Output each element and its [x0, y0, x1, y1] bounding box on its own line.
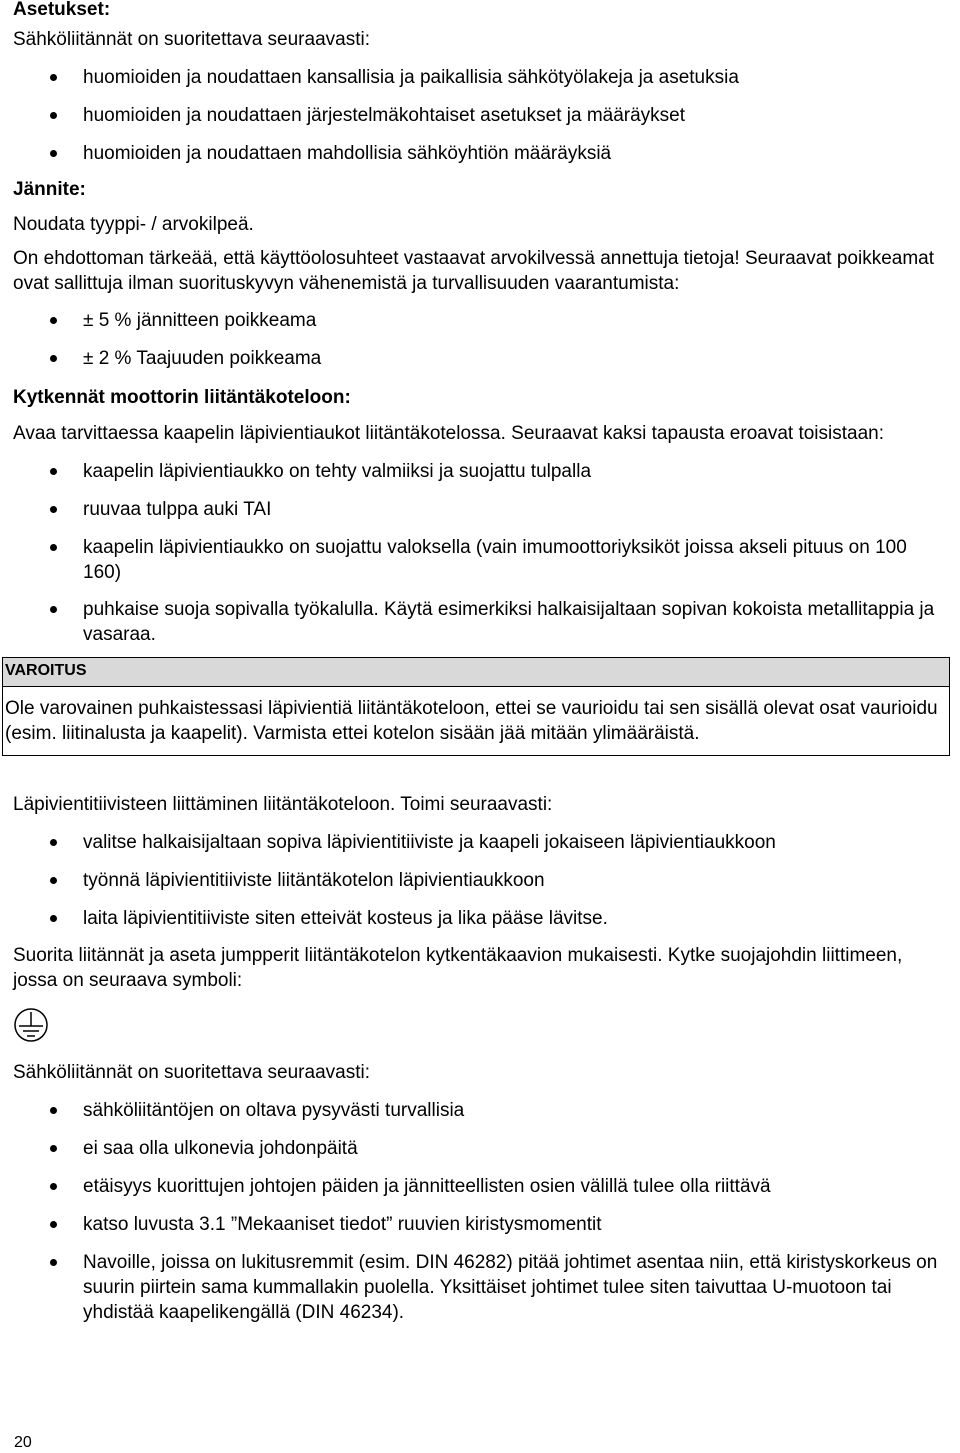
connections-list: [13, 459, 948, 647]
list-item: työnnä läpivientitiiviste liitäntäkotelon läpivientiaukkoon: [13, 868, 948, 893]
list-item: puhkaise suoja sopivalla työkalulla. Käytä esimerkiksi halkaisijaltaan sopivan kokoista metallitappia ja vasaraa.: [13, 597, 948, 647]
settings-heading: Asetukset:: [13, 0, 111, 20]
list-item: ± 2 % Taajuuden poikkeama: [13, 346, 948, 371]
list-item: kaapelin läpivientiaukko on suojattu valoksella (vain imumoottoriyksiköt joissa akseli pituus on 100 160): [13, 535, 948, 585]
voltage-heading: Jännite:: [13, 179, 86, 200]
protective-earth-icon: [13, 1007, 49, 1043]
list-item: ± 5 % jännitteen poikkeama: [13, 308, 948, 333]
connections-heading: Kytkennät moottorin liitäntäkoteloon:: [13, 387, 351, 408]
warning-label: VAROITUS: [3, 658, 949, 687]
gland-after: Suorita liitännät ja aseta jumpperit liitäntäkotelon kytkentäkaavion mukaisesti. Kytke suojajohdin liittimeen, jossa on seuraava symboli:: [13, 945, 903, 991]
voltage-text-1: Noudata tyyppi- / arvokilpeä.: [13, 214, 254, 235]
list-item: Navoille, joissa on lukitusremmit (esim. DIN 46282) pitää johtimet asentaa niin, että kiristyskorkeus on suurin piirtein sama kummallakin puolella. Yksittäiset johtimet tulee siten taivuttaa U-muotoon tai yhdistää kaapelikengällä (DIN 46234).: [13, 1250, 948, 1325]
settings-intro: Sähköliitännät on suoritettava seuraavasti:: [13, 29, 370, 50]
list-item: kaapelin läpivientiaukko on tehty valmiiksi ja suojattu tulpalla: [13, 459, 948, 484]
final-list: [13, 1098, 948, 1325]
connections-intro: Avaa tarvittaessa kaapelin läpivientiaukot liitäntäkotelossa. Seuraavat kaksi tapausta eroavat toisistaan:: [13, 423, 884, 444]
warning-text: Ole varovainen puhkaistessasi läpivientiä liitäntäkoteloon, ettei se vaurioidu tai sen sisällä olevat osat vaurioidu (esim. liitinalusta ja kaapelit). Varmista ettei kotelon sisään jää mitään ylimääräistä.: [5, 698, 938, 744]
list-item: huomioiden ja noudattaen järjestelmäkohtaiset asetukset ja määräykset: [13, 103, 948, 128]
document-page: [5, 0, 948, 1325]
settings-list: [13, 65, 948, 166]
gland-list: [13, 830, 948, 931]
list-item: laita läpivientitiiviste siten etteivät kosteus ja lika pääse lävitse.: [13, 906, 948, 931]
list-item: huomioiden ja noudattaen mahdollisia sähköyhtiön määräyksiä: [13, 141, 948, 166]
list-item: ruuvaa tulppa auki TAI: [13, 497, 948, 522]
gland-intro: Läpivientitiivisteen liittäminen liitäntäkoteloon. Toimi seuraavasti:: [13, 794, 553, 815]
list-item: etäisyys kuorittujen johtojen päiden ja jännitteellisten osien välillä tulee olla riittävä: [13, 1174, 948, 1199]
list-item: katso luvusta 3.1 ”Mekaaniset tiedot” ruuvien kiristysmomentit: [13, 1212, 948, 1237]
page-number: 20: [14, 1434, 32, 1451]
voltage-list: [13, 308, 948, 371]
voltage-text-2: On ehdottoman tärkeää, että käyttöolosuhteet vastaavat arvokilvessä annettuja tietoja! Seuraavat poikkeamat ovat sallittuja ilman suorituskyvyn vähenemistä ja turvallisuuden vaarantumista:: [13, 248, 934, 294]
list-item: valitse halkaisijaltaan sopiva läpivientitiiviste ja kaapeli jokaiseen läpivientiaukkoon: [13, 830, 948, 855]
list-item: huomioiden ja noudattaen kansallisia ja paikallisia sähkötyölakeja ja asetuksia: [13, 65, 948, 90]
list-item: ei saa olla ulkonevia johdonpäitä: [13, 1136, 948, 1161]
warning-box: [2, 657, 950, 756]
final-intro: Sähköliitännät on suoritettava seuraavasti:: [13, 1062, 370, 1083]
list-item: sähköliitäntöjen on oltava pysyvästi turvallisia: [13, 1098, 948, 1123]
